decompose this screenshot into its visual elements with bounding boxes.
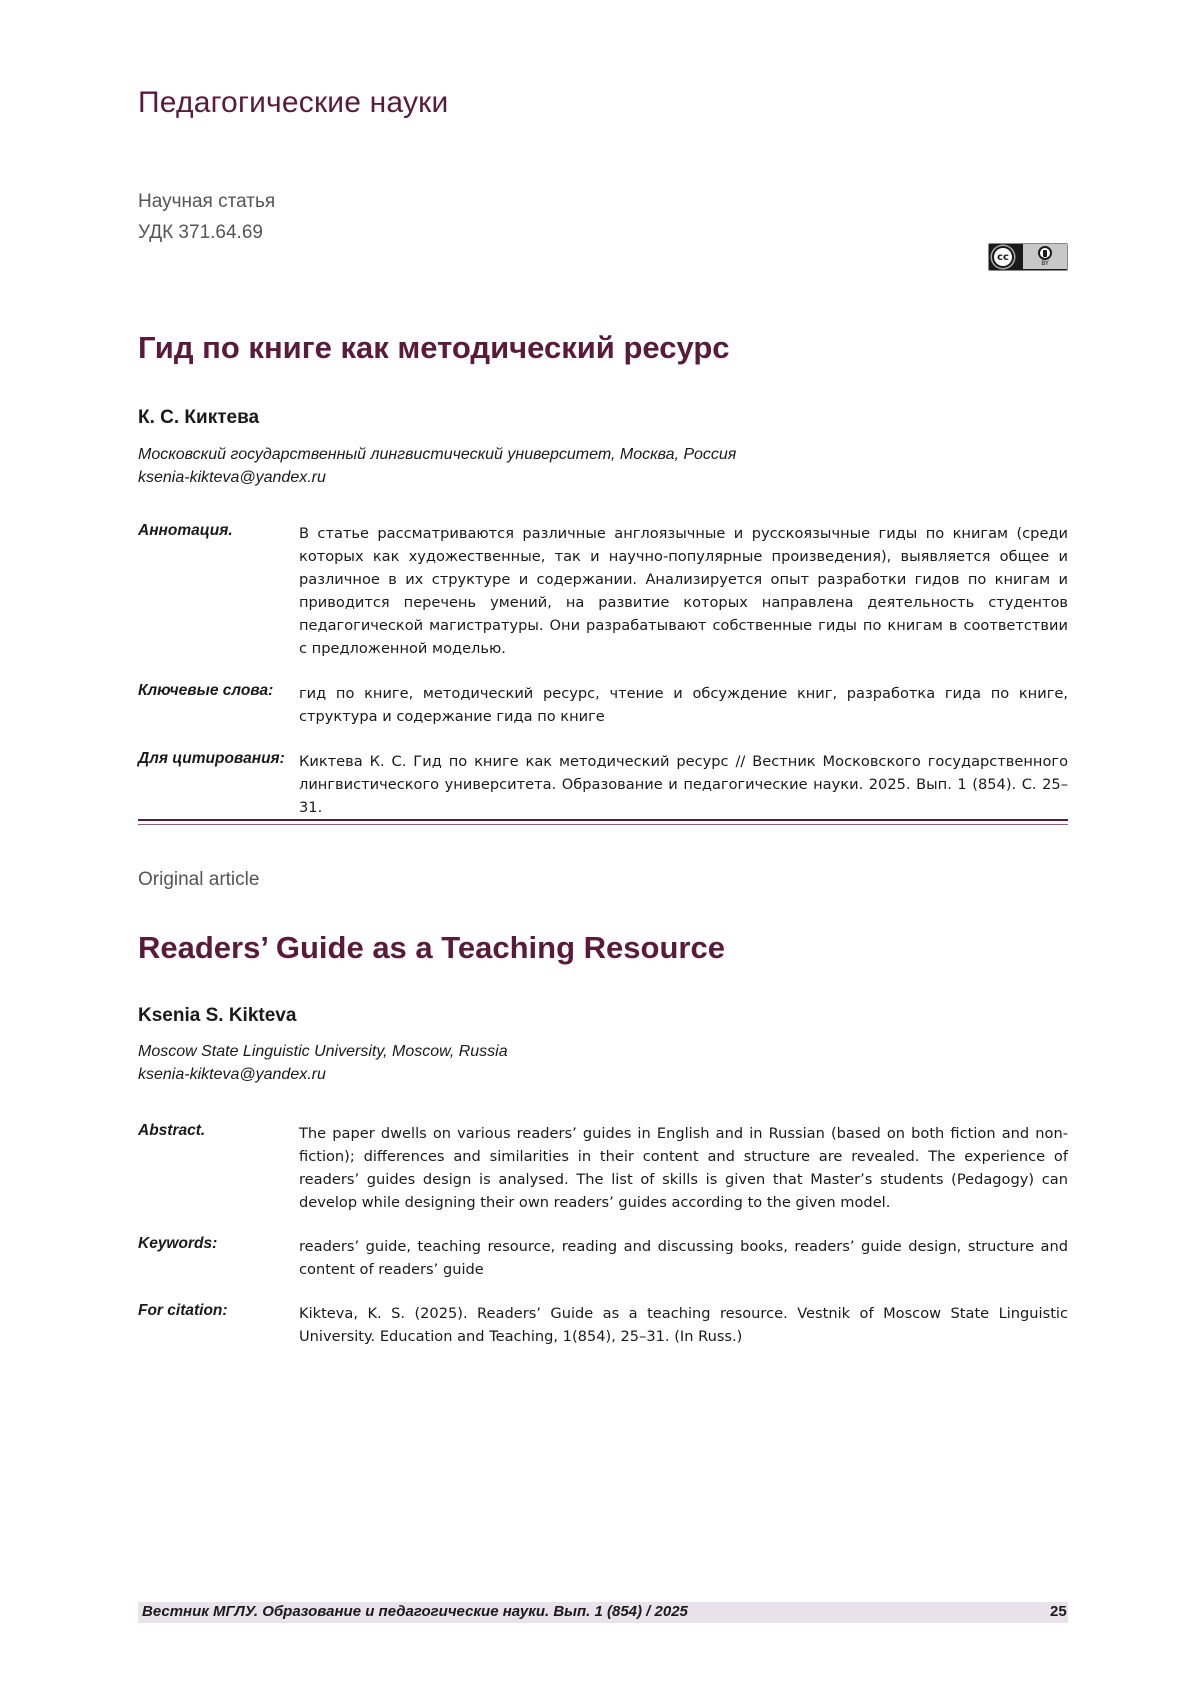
cc-by-license-badge[interactable] bbox=[988, 243, 1068, 271]
keywords-text-en: readers’ guide, teaching resource, reading and discussing books, readers’ guide design, structure and content of readers’ guide bbox=[299, 1238, 1068, 1278]
by-label: BY bbox=[1041, 260, 1049, 267]
annotation-text: В статье рассматриваются различные англоязычные и русскоязычные гиды по книгам (среди которых как художественные, так и научно-популярные произведения), выявляется общее и различное в их структуре и содержании. Анализируется опыт разработки гидов по книгам и приводится перечень умений, на развитие которых направлена деятельность студентов педагогической магистратуры. Они разрабатывают собственные гиды по книгам в соответствии с предложенной моделью. bbox=[299, 525, 1068, 657]
footer-journal: Вестник МГЛУ. Образование и педагогические науки. Вып. 1 (854) / 2025 bbox=[142, 1603, 688, 1620]
author-en: Ksenia S. Kikteva bbox=[138, 1005, 297, 1026]
keywords-label-ru: Ключевые слова: bbox=[138, 682, 274, 699]
affiliation-en-block bbox=[138, 1040, 508, 1086]
abstract-label: Abstract. bbox=[138, 1122, 206, 1139]
attribution-person-icon bbox=[1038, 246, 1052, 260]
annotation-label: Аннотация. bbox=[138, 522, 233, 539]
article-type-en: Original article bbox=[138, 869, 260, 890]
cc-icon: cc bbox=[992, 246, 1014, 268]
citation-text-ru: Киктева К. С. Гид по книге как методический ресурс // Вестник Московского государственного лингвистического университета. Образование и педагогические науки. 2025. Вып. 1 (854). С. 25–31. bbox=[299, 753, 1068, 816]
abstract-text: The paper dwells on various readers’ guides in English and in Russian (based on both fiction and non-fiction); differences and similarities in their content and structure are revealed. The experience of readers’ guides design is analysed. The list of skills is given that Master’s students (Pedagogy) can develop while designing their own readers’ guides according to the given model. bbox=[299, 1125, 1068, 1211]
article-type-ru: Научная статья bbox=[138, 191, 276, 212]
divider-line-thin bbox=[138, 824, 1068, 825]
page-number: 25 bbox=[1050, 1603, 1067, 1620]
citation-label-ru: Для цитирования: bbox=[138, 750, 285, 767]
affiliation-ru: Московский государственный лингвистический университет, Москва, Россия bbox=[138, 446, 737, 463]
title-ru: Гид по книге как методический ресурс bbox=[138, 330, 730, 365]
citation-label-en: For citation: bbox=[138, 1302, 228, 1319]
affiliation-ru-block bbox=[138, 443, 736, 489]
title-en: Readers’ Guide as a Teaching Resource bbox=[138, 930, 725, 965]
udk-code: УДК 371.64.69 bbox=[138, 222, 263, 243]
keywords-label-en: Keywords: bbox=[138, 1235, 218, 1252]
email-ru-link[interactable]: ksenia-kikteva@yandex.ru bbox=[138, 469, 326, 486]
section-header: Педагогические науки bbox=[138, 86, 449, 119]
keywords-text-ru: гид по книге, методический ресурс, чтение и обсуждение книг, разработка гида по книге, структура и содержание гида по книге bbox=[299, 685, 1068, 725]
affiliation-en: Moscow State Linguistic University, Moscow, Russia bbox=[138, 1043, 508, 1060]
citation-text-en: Kikteva, K. S. (2025). Readers’ Guide as a teaching resource. Vestnik of Moscow State Linguistic University. Education and Teaching, 1(854), 25–31. (In Russ.) bbox=[299, 1305, 1068, 1345]
divider-line bbox=[138, 819, 1068, 821]
by-section bbox=[1023, 244, 1067, 269]
author-ru: К. С. Киктева bbox=[138, 407, 260, 428]
email-en-link[interactable]: ksenia-kikteva@yandex.ru bbox=[138, 1066, 326, 1083]
